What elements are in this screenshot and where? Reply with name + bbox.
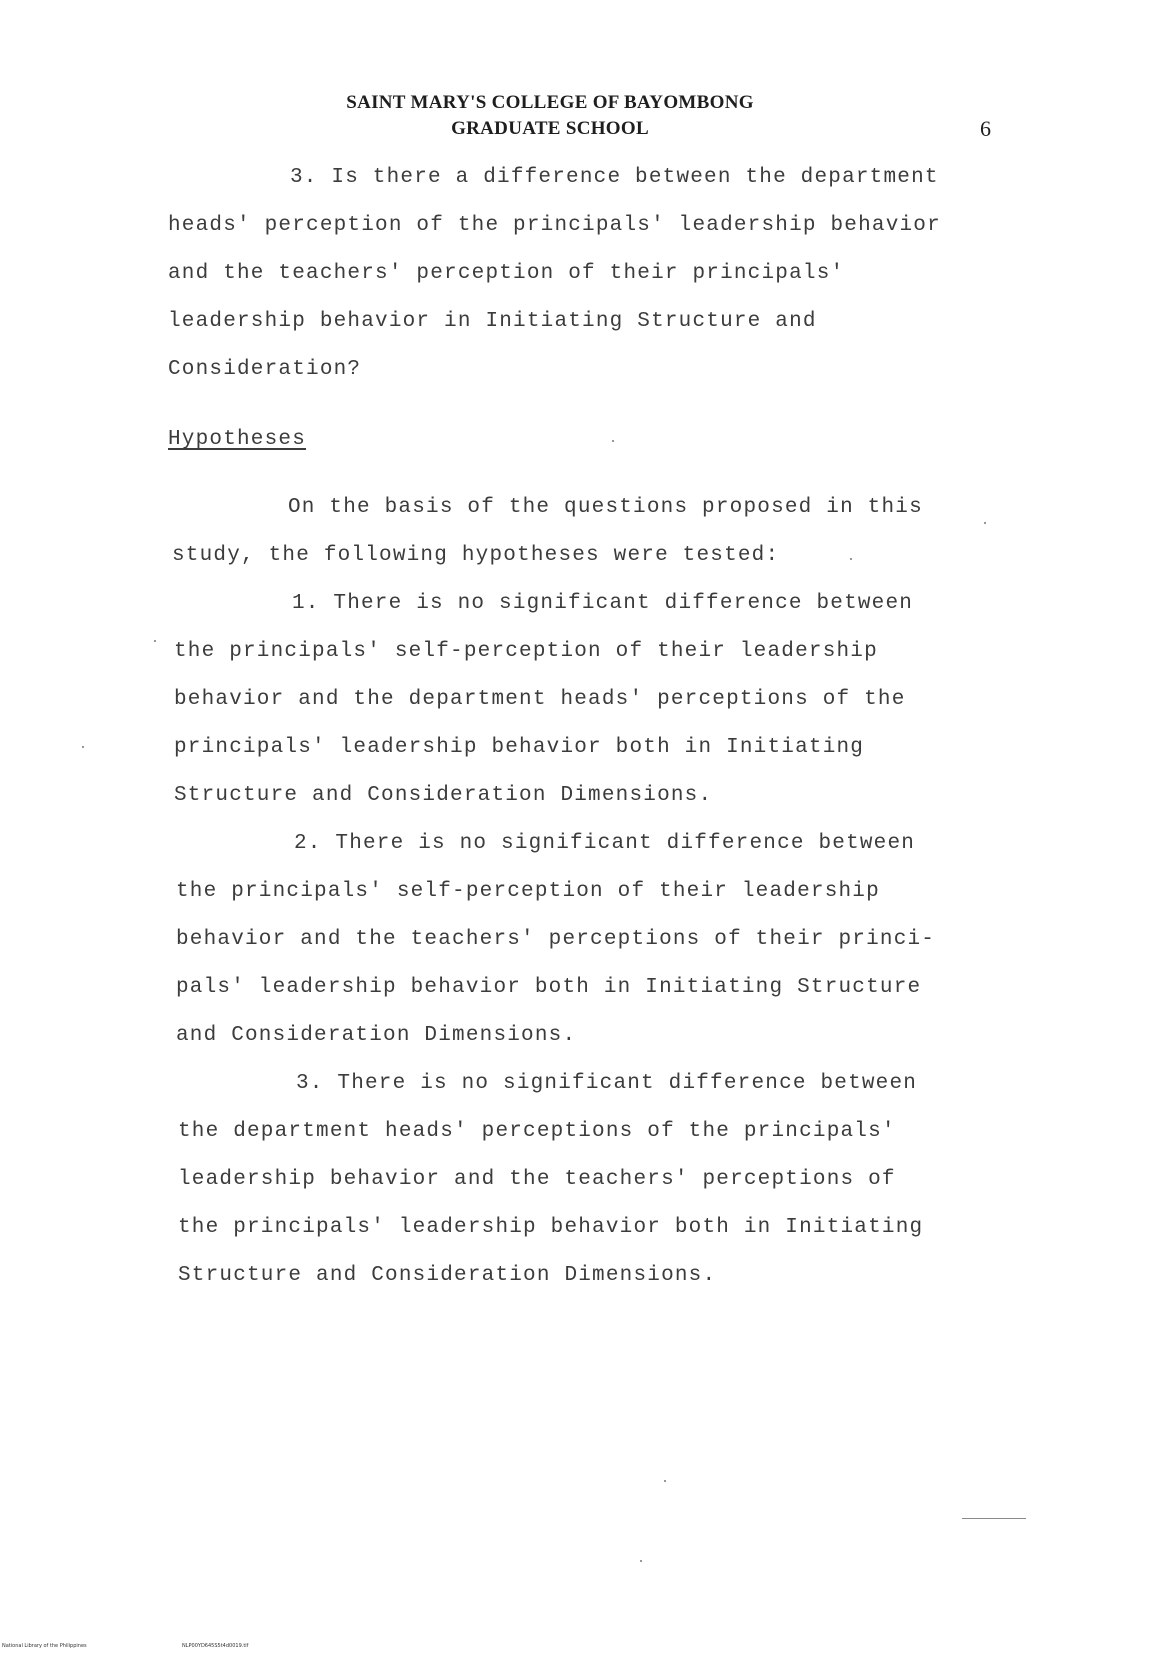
section-heading: Hypotheses (168, 428, 307, 451)
question-line: Consideration? (168, 358, 362, 381)
hypothesis-2-line: behavior and the teachers' perceptions of their princi- (176, 928, 936, 951)
question-line: heads' perception of the principals' leadership behavior (168, 214, 941, 237)
question-line: leadership behavior in Initiating Structure and (168, 310, 817, 333)
scan-speck (154, 640, 156, 642)
hypothesis-2-line: 2. There is no significant difference between (294, 832, 916, 855)
hypothesis-3-line: the department heads' perceptions of the principals' (178, 1120, 896, 1143)
scan-speck (612, 440, 614, 442)
institution-header: SAINT MARY'S COLLEGE OF BAYOMBONG (346, 92, 754, 113)
intro-line: On the basis of the questions proposed in this (288, 496, 923, 519)
hypothesis-2-line: the principals' self-perception of their leadership (176, 880, 880, 903)
hypothesis-3-line: the principals' leadership behavior both in Initiating (178, 1216, 924, 1239)
hypothesis-3-line: Structure and Consideration Dimensions. (178, 1264, 717, 1287)
hypothesis-1-line: principals' leadership behavior both in Initiating (174, 736, 865, 759)
page-number: 6 (980, 116, 991, 141)
scan-speck (82, 746, 84, 748)
hypothesis-1-line: Structure and Consideration Dimensions. (174, 784, 713, 807)
school-header: GRADUATE SCHOOL (451, 118, 649, 139)
scan-speck (664, 1480, 666, 1482)
scan-speck (850, 558, 852, 560)
hypothesis-1-line: the principals' self-perception of their leadership (174, 640, 878, 663)
scan-speck (640, 1560, 642, 1562)
hypothesis-3-line: leadership behavior and the teachers' perceptions of (178, 1168, 896, 1191)
question-line: 3. Is there a difference between the department (290, 166, 939, 189)
library-credit: National Library of the Philippines (2, 1643, 87, 1649)
scan-speck (984, 522, 986, 524)
question-line: and the teachers' perception of their principals' (168, 262, 845, 285)
hypothesis-2-line: and Consideration Dimensions. (176, 1024, 577, 1047)
scan-mark (962, 1518, 1026, 1519)
hypothesis-2-line: pals' leadership behavior both in Initiating Structure (176, 976, 922, 999)
file-name: NLP00YD645S5t4d0019.tif (182, 1643, 249, 1649)
hypothesis-1-line: behavior and the department heads' perceptions of the (174, 688, 906, 711)
hypothesis-3-line: 3. There is no significant difference between (296, 1072, 918, 1095)
hypothesis-1-line: 1. There is no significant difference between (292, 592, 914, 615)
intro-line: study, the following hypotheses were tested: (172, 544, 780, 567)
